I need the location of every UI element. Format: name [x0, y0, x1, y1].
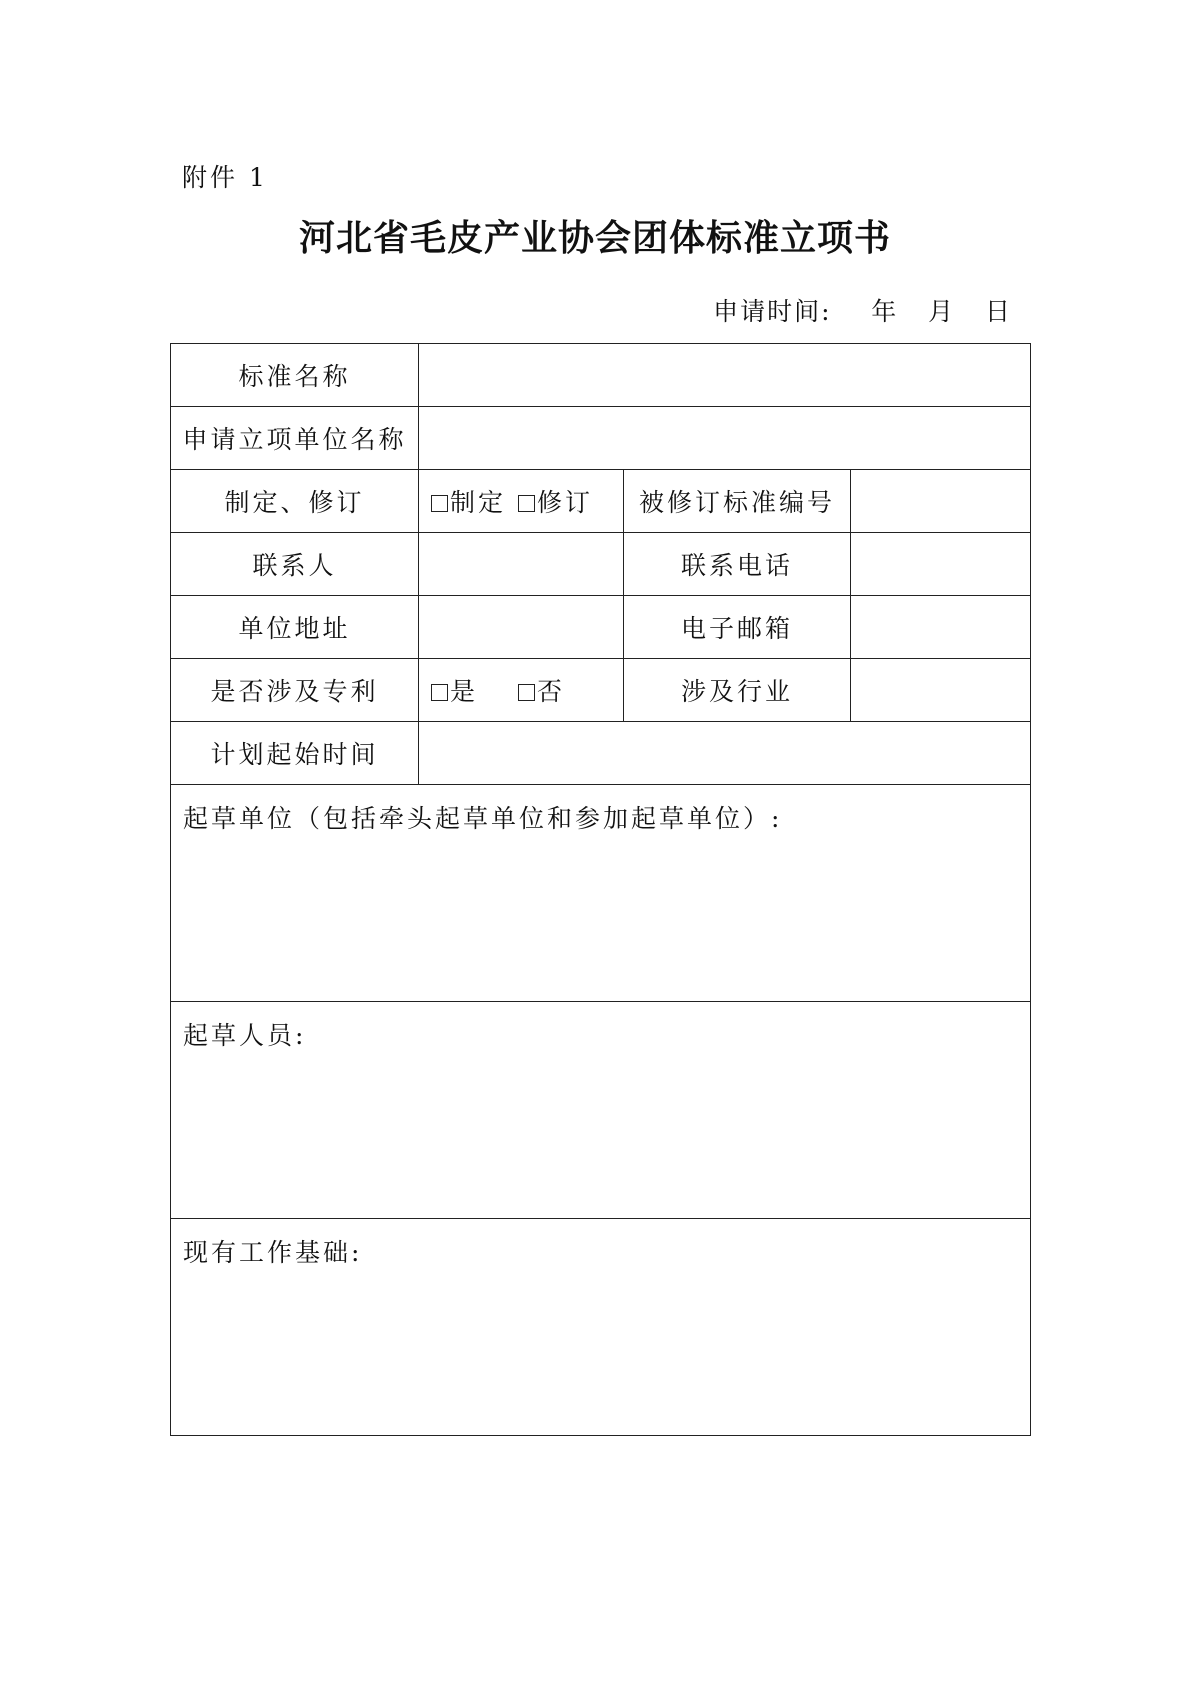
row-drafters: [171, 1002, 1031, 1219]
standard-name-label: 标准名称: [171, 344, 419, 407]
application-form-table: [170, 343, 1031, 1436]
row-address: [171, 596, 1031, 659]
row-existing-work: [171, 1219, 1031, 1436]
revised-no-field[interactable]: [851, 470, 1031, 533]
phone-label: 联系电话: [624, 533, 851, 596]
patent-option-no[interactable]: [518, 672, 565, 708]
patent-option-yes[interactable]: [431, 672, 478, 708]
drafters-label: 起草人员:: [183, 1021, 307, 1050]
revised-no-label: 被修订标准编号: [624, 470, 851, 533]
start-time-label: 计划起始时间: [171, 722, 419, 785]
start-time-field[interactable]: [419, 722, 1031, 785]
checkbox-icon[interactable]: [518, 684, 535, 701]
apply-date: 申请时间: 年 月 日: [713, 297, 1012, 326]
type-option-label: 制定: [450, 488, 507, 517]
checkbox-icon[interactable]: [431, 495, 448, 512]
row-drafting-units: [171, 785, 1031, 1002]
type-option-establish[interactable]: [431, 483, 506, 519]
drafting-units-label: 起草单位（包括牵头起草单位和参加起草单位）:: [183, 804, 783, 833]
patent-option-label: 否: [537, 677, 566, 706]
row-type: [171, 470, 1031, 533]
existing-work-label: 现有工作基础:: [183, 1238, 363, 1267]
type-option-revise[interactable]: [518, 483, 593, 519]
type-options: [419, 470, 624, 533]
contact-field[interactable]: [419, 533, 624, 596]
row-applicant: [171, 407, 1031, 470]
document-title: 河北省毛皮产业协会团体标准立项书: [298, 218, 891, 259]
row-start-time: [171, 722, 1031, 785]
checkbox-icon[interactable]: [518, 495, 535, 512]
type-option-label: 修订: [537, 488, 594, 517]
applicant-field[interactable]: [419, 407, 1031, 470]
email-label: 电子邮箱: [624, 596, 851, 659]
email-field[interactable]: [851, 596, 1031, 659]
row-standard-name: [171, 344, 1031, 407]
contact-label: 联系人: [171, 533, 419, 596]
standard-name-field[interactable]: [419, 344, 1031, 407]
row-contact: [171, 533, 1031, 596]
industry-field[interactable]: [851, 659, 1031, 722]
phone-field[interactable]: [851, 533, 1031, 596]
patent-options: [419, 659, 624, 722]
type-label: 制定、修订: [171, 470, 419, 533]
existing-work-cell[interactable]: [171, 1219, 1031, 1436]
checkbox-icon[interactable]: [431, 684, 448, 701]
industry-label: 涉及行业: [624, 659, 851, 722]
address-field[interactable]: [419, 596, 624, 659]
attachment-label: 附件 1: [182, 163, 268, 192]
drafting-units-cell[interactable]: [171, 785, 1031, 1002]
drafters-cell[interactable]: [171, 1002, 1031, 1219]
patent-option-label: 是: [450, 677, 479, 706]
address-label: 单位地址: [171, 596, 419, 659]
patent-label: 是否涉及专利: [171, 659, 419, 722]
applicant-label: 申请立项单位名称: [171, 407, 419, 470]
row-patent: [171, 659, 1031, 722]
